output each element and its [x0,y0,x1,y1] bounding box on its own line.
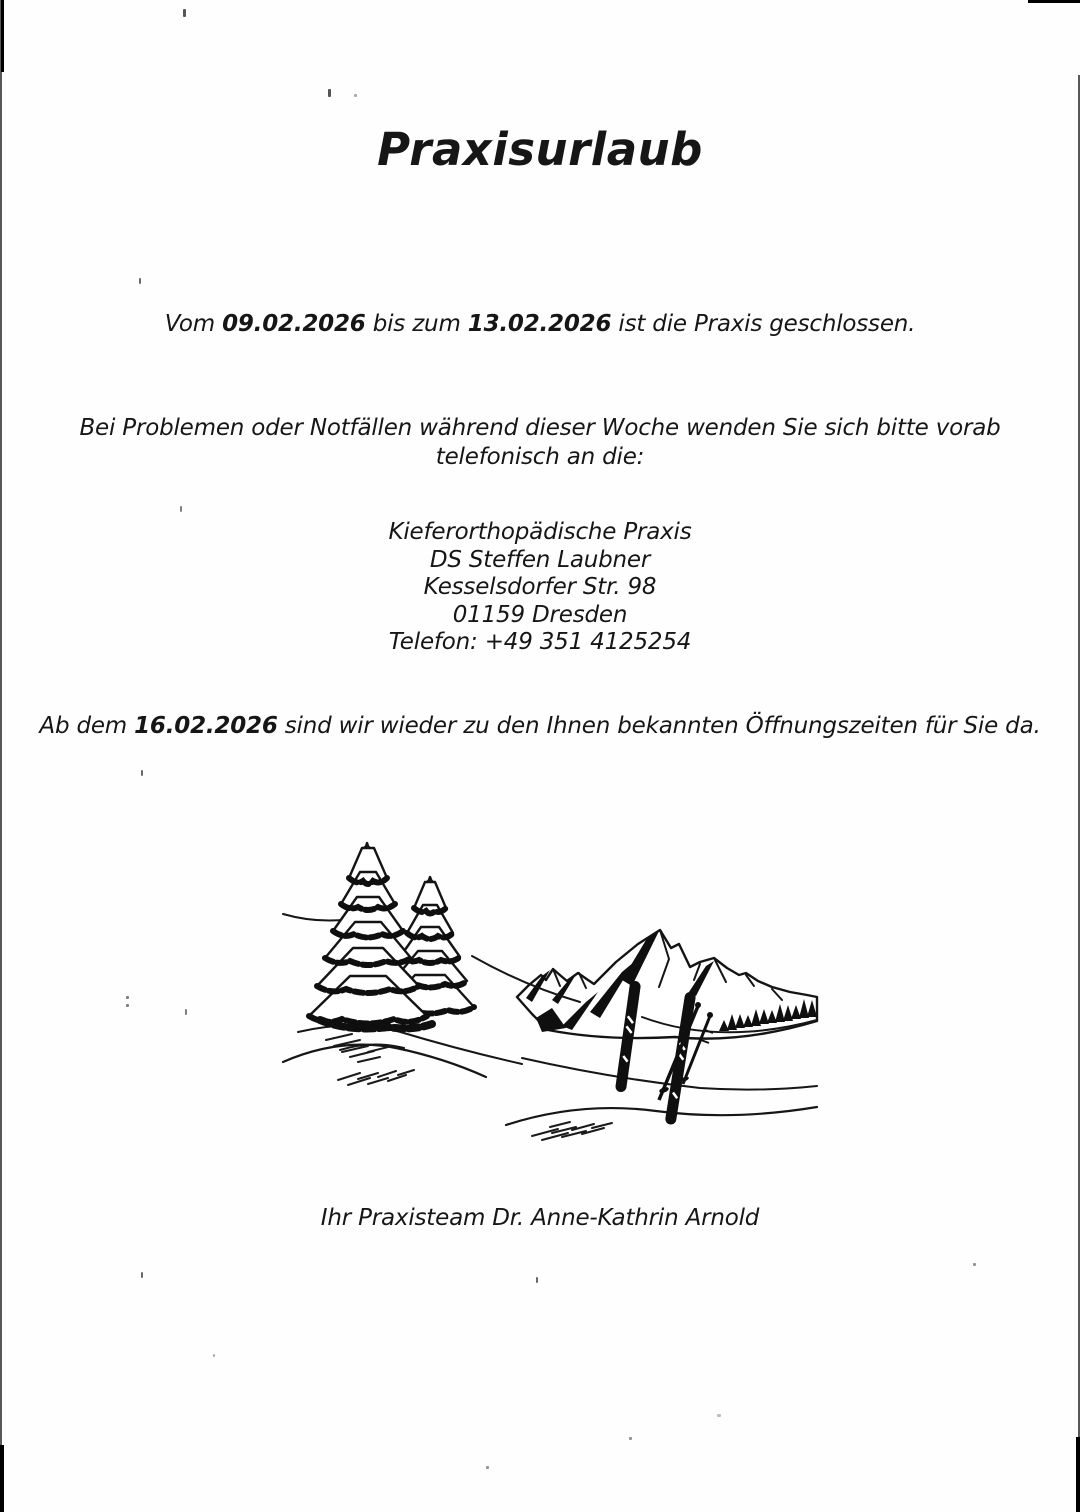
scan-edge-left [0,0,2,1512]
contact-street: Kesselsdorfer Str. 98 [423,574,657,600]
scan-speck [141,1272,143,1278]
closure-line [18,310,1062,339]
scan-speck [486,1466,489,1469]
snow-hatching [326,1034,612,1140]
winter-scene-illustration [280,834,822,1142]
scan-edge-left-bottom [0,1445,4,1512]
scan-speck [354,94,357,97]
scan-speck [126,996,129,999]
emergency-line2: telefonisch an die: [435,444,645,470]
contact-practice-name: Kieferorthopädische Praxis [388,519,692,545]
reopen-text-pre: Ab dem [39,713,135,739]
contact-block [18,519,1062,657]
emergency-note [18,414,1062,472]
scan-speck [139,278,141,284]
emergency-line1: Bei Problemen oder Notfällen während dieser Woche wenden Sie sich bitte vorab [79,415,1001,441]
reopen-text-post: sind wir wieder zu den Ihnen bekannten Öffnungszeiten für Sie da. [277,713,1041,739]
closure-date-from: 09.02.2026 [222,311,366,337]
scan-edge-right-bottom [1076,1437,1080,1512]
contact-city: 01159 Dresden [452,601,628,628]
scan-speck [328,89,331,97]
scan-speck [536,1277,538,1283]
closure-date-to: 13.02.2026 [467,311,612,337]
closure-text-mid: bis zum [365,311,468,337]
scan-speck [180,506,182,512]
closure-text-pre: Vom [164,311,223,337]
scan-speck [213,1354,215,1357]
closure-text-post: ist die Praxis geschlossen. [611,311,916,337]
signature-line: Ihr Praxisteam Dr. Anne-Kathrin Arnold [320,1205,760,1231]
scan-speck [126,1004,129,1007]
scan-speck [717,1414,721,1417]
scan-edge-top-right [1028,0,1080,3]
reopen-line [18,712,1062,741]
reopen-date: 16.02.2026 [134,713,278,739]
contact-doctor: DS Steffen Laubner [429,546,651,573]
scan-speck [141,770,143,776]
page-title: Praxisurlaub [377,123,703,176]
scan-edge-left-top [1,0,4,72]
contact-phone: Telefon: +49 351 4125254 [388,629,692,655]
fir-trees [309,843,474,1028]
scan-speck [629,1437,632,1440]
scan-speck [185,1009,187,1015]
scan-speck [183,9,186,17]
scan-speck [973,1263,976,1266]
